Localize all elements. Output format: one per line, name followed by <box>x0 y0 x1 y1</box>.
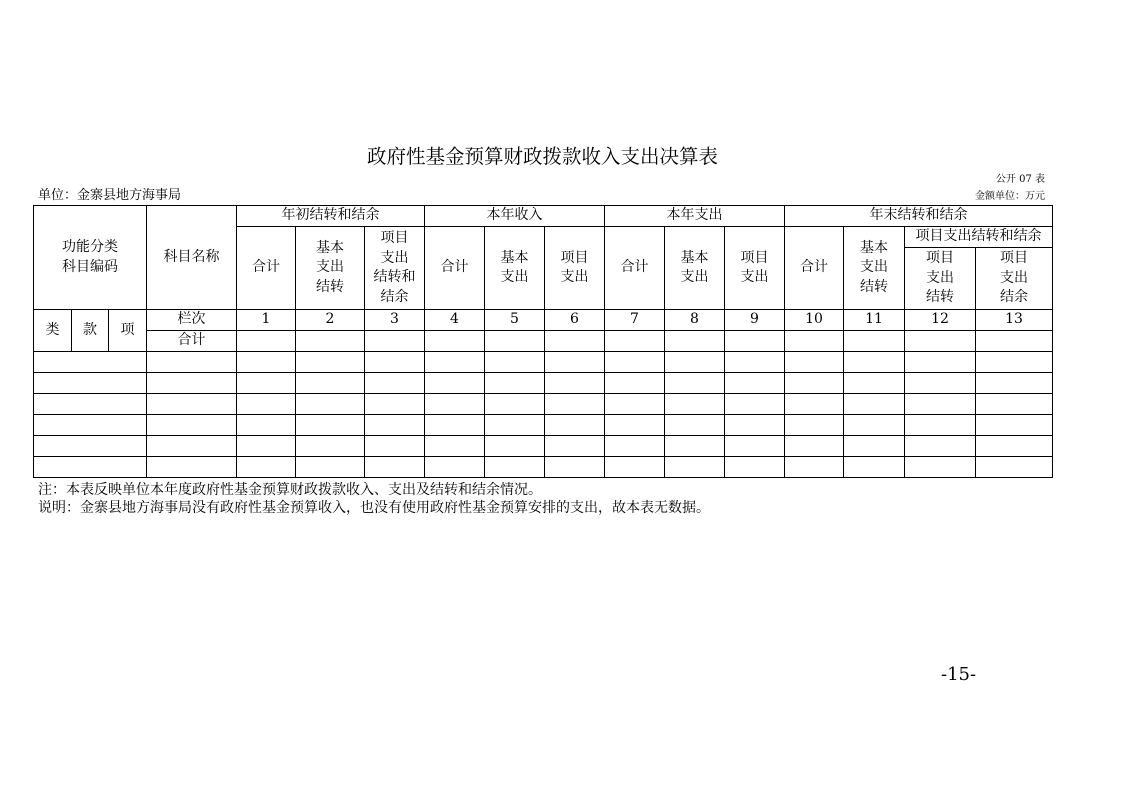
table-cell <box>425 415 485 436</box>
table-cell <box>665 436 725 457</box>
header-income-basic: 基本 支出 <box>485 227 545 310</box>
total-row <box>34 331 1053 352</box>
header-expense-total: 合计 <box>605 227 665 310</box>
table-cell <box>365 457 425 478</box>
table-cell <box>485 373 545 394</box>
table-cell <box>147 352 237 373</box>
header-expense-project: 项目 支出 <box>725 227 785 310</box>
table-cell <box>976 373 1053 394</box>
table-cell <box>365 394 425 415</box>
amount-unit: 金额单位：万元 <box>975 191 1045 202</box>
table-cell <box>485 436 545 457</box>
table-cell <box>365 352 425 373</box>
header-group-current-income: 本年收入 <box>425 206 605 227</box>
column-number: 3 <box>365 310 425 331</box>
table-cell <box>34 394 147 415</box>
table-cell <box>365 436 425 457</box>
table-cell <box>785 373 844 394</box>
table-row <box>34 436 1053 457</box>
table-cell <box>34 457 147 478</box>
header-closing-basic: 基本 支出 结转 <box>844 227 905 310</box>
table-cell <box>425 457 485 478</box>
table-cell <box>905 373 976 394</box>
table-cell <box>147 436 237 457</box>
table-cell <box>425 436 485 457</box>
table-cell <box>34 436 147 457</box>
table-cell <box>665 331 725 352</box>
header-closing-project-carryover: 项目 支出 结转 <box>905 248 976 310</box>
table-cell <box>725 373 785 394</box>
table-cell <box>34 352 147 373</box>
table-cell <box>785 415 844 436</box>
table-cell <box>296 394 365 415</box>
table-cell <box>844 394 905 415</box>
table-cell <box>785 436 844 457</box>
header-opening-total: 合计 <box>237 227 296 310</box>
table-cell <box>545 331 605 352</box>
table-cell <box>665 352 725 373</box>
header-group-opening-balance: 年初结转和结余 <box>237 206 425 227</box>
column-number: 4 <box>425 310 485 331</box>
table-cell <box>905 415 976 436</box>
table-cell <box>844 436 905 457</box>
document-title: 政府性基金预算财政拨款收入支出决算表 <box>366 145 718 168</box>
code-level-item: 项 <box>109 310 147 352</box>
column-number-row <box>34 310 1053 331</box>
total-row-label: 合计 <box>147 331 237 352</box>
table-cell <box>485 457 545 478</box>
table-cell <box>785 394 844 415</box>
table-cell <box>844 331 905 352</box>
table-cell <box>785 331 844 352</box>
table-cell <box>665 394 725 415</box>
fund-budget-table <box>33 205 1053 478</box>
code-level-category: 类 <box>34 310 72 352</box>
table-cell <box>605 457 665 478</box>
table-cell <box>976 415 1053 436</box>
header-closing-project: 项目支出结转和结余 <box>905 227 1053 248</box>
table-cell <box>237 352 296 373</box>
header-closing-project-surplus: 项目 支出 结余 <box>976 248 1053 310</box>
table-cell <box>485 394 545 415</box>
table-cell <box>237 394 296 415</box>
table-cell <box>296 373 365 394</box>
table-cell <box>665 457 725 478</box>
table-cell <box>237 415 296 436</box>
table-cell <box>545 394 605 415</box>
column-number: 1 <box>237 310 296 331</box>
reporting-unit: 单位：金寨县地方海事局 <box>38 188 182 203</box>
table-cell <box>237 331 296 352</box>
table-cell <box>545 436 605 457</box>
table-cell <box>785 457 844 478</box>
table-cell <box>785 352 844 373</box>
table-cell <box>844 352 905 373</box>
table-cell <box>425 373 485 394</box>
table-cell <box>605 436 665 457</box>
page-number: -15- <box>941 664 977 685</box>
table-cell <box>725 457 785 478</box>
table-cell <box>237 373 296 394</box>
table-cell <box>545 415 605 436</box>
header-income-project: 项目 支出 <box>545 227 605 310</box>
table-cell <box>296 415 365 436</box>
table-cell <box>296 352 365 373</box>
table-cell <box>545 352 605 373</box>
table-cell <box>844 373 905 394</box>
column-number: 6 <box>545 310 605 331</box>
table-cell <box>725 436 785 457</box>
column-number-label: 栏次 <box>147 310 237 331</box>
table-cell <box>844 457 905 478</box>
table-cell <box>147 415 237 436</box>
header-row-groups <box>34 206 1053 227</box>
table-row <box>34 352 1053 373</box>
table-cell <box>545 457 605 478</box>
table-cell <box>425 394 485 415</box>
column-number: 5 <box>485 310 545 331</box>
table-note: 注：本表反映单位本年度政府性基金预算财政拨款收入、支出及结转和结余情况。 <box>38 482 542 498</box>
header-opening-project: 项目 支出 结转和 结余 <box>365 227 425 310</box>
table-cell <box>365 415 425 436</box>
table-cell <box>296 457 365 478</box>
table-cell <box>905 331 976 352</box>
table-cell <box>605 373 665 394</box>
header-group-current-expense: 本年支出 <box>605 206 785 227</box>
code-level-section: 款 <box>72 310 109 352</box>
table-cell <box>605 331 665 352</box>
table-cell <box>905 352 976 373</box>
table-cell <box>365 373 425 394</box>
table-cell <box>296 331 365 352</box>
table-cell <box>147 394 237 415</box>
table-cell <box>147 373 237 394</box>
table-cell <box>976 436 1053 457</box>
form-number: 公开 07 表 <box>995 174 1045 185</box>
table-cell <box>976 331 1053 352</box>
table-cell <box>976 352 1053 373</box>
header-subject-name: 科目名称 <box>147 206 237 310</box>
table-cell <box>605 415 665 436</box>
table-cell <box>905 436 976 457</box>
table-cell <box>545 373 605 394</box>
table-cell <box>725 352 785 373</box>
table-cell <box>725 415 785 436</box>
table-cell <box>34 373 147 394</box>
column-number: 12 <box>905 310 976 331</box>
column-number: 7 <box>605 310 665 331</box>
table-cell <box>905 457 976 478</box>
column-number: 13 <box>976 310 1053 331</box>
table-cell <box>485 352 545 373</box>
header-expense-basic: 基本 支出 <box>665 227 725 310</box>
table-explanation: 说明：金寨县地方海事局没有政府性基金预算收入，也没有使用政府性基金预算安排的支出，故本表无数据。 <box>38 500 710 516</box>
table-cell <box>237 436 296 457</box>
table-cell <box>976 457 1053 478</box>
table-cell <box>425 331 485 352</box>
table-cell <box>296 436 365 457</box>
table-row <box>34 394 1053 415</box>
table-cell <box>665 373 725 394</box>
column-number: 10 <box>785 310 844 331</box>
table-row <box>34 457 1053 478</box>
column-number: 2 <box>296 310 365 331</box>
table-cell <box>844 415 905 436</box>
table-row <box>34 415 1053 436</box>
table-cell <box>905 394 976 415</box>
header-group-closing-balance: 年末结转和结余 <box>785 206 1053 227</box>
table-cell <box>725 394 785 415</box>
table-cell <box>147 457 237 478</box>
table-cell <box>365 331 425 352</box>
table-cell <box>34 415 147 436</box>
column-number: 9 <box>725 310 785 331</box>
header-closing-total: 合计 <box>785 227 844 310</box>
table-cell <box>605 352 665 373</box>
table-row <box>34 373 1053 394</box>
table-cell <box>237 457 296 478</box>
table-cell <box>976 394 1053 415</box>
column-number: 11 <box>844 310 905 331</box>
table-cell <box>425 352 485 373</box>
table-cell <box>485 331 545 352</box>
header-function-code: 功能分类 科目编码 <box>34 206 147 310</box>
table-cell <box>665 415 725 436</box>
table-cell <box>725 331 785 352</box>
column-number: 8 <box>665 310 725 331</box>
table-cell <box>605 394 665 415</box>
header-income-total: 合计 <box>425 227 485 310</box>
header-opening-basic: 基本 支出 结转 <box>296 227 365 310</box>
table-cell <box>485 415 545 436</box>
